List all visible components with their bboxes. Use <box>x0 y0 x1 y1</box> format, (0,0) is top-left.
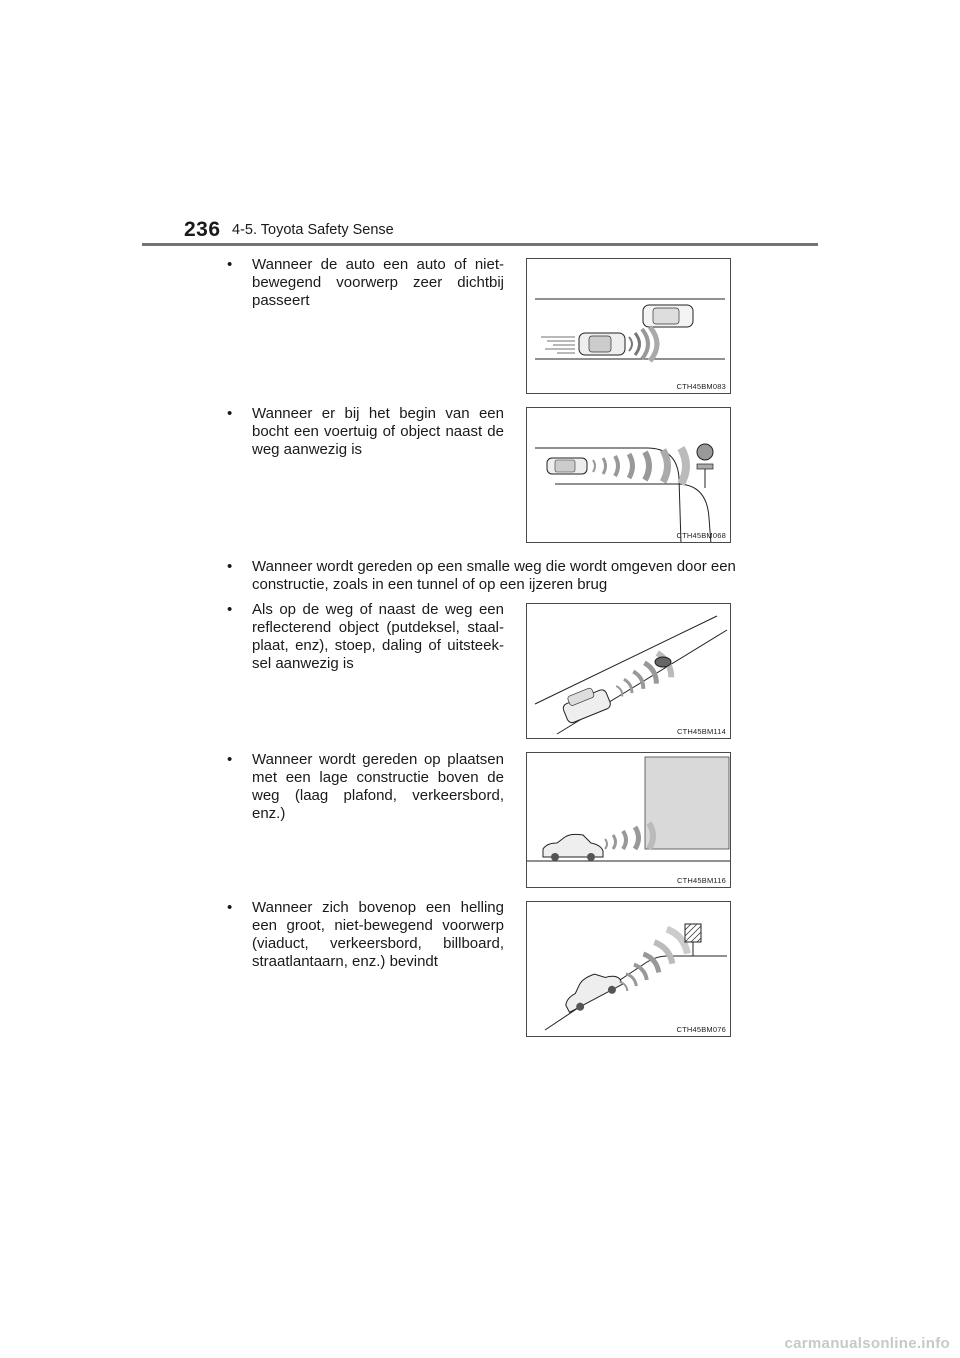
item-text: Wanneer wordt gereden op plaatsen met een lage constructie boven de weg (laag plafond, verkeersbord, enz.) <box>252 751 504 822</box>
item-text: Wanneer wordt gereden op een smalle weg die wordt omgeven door een constructie, zoals in een tunnel of op een ijzeren brug <box>252 558 736 593</box>
figure-low-structure <box>526 752 731 888</box>
figure-code: CTH45BM083 <box>676 382 726 391</box>
illustration-reflective-object <box>527 604 731 739</box>
bullet: • <box>227 601 233 618</box>
item-text: Wanneer de auto een auto of niet- bewegend voorwerp zeer dichtbij passeert <box>252 256 504 309</box>
figure-code: CTH45BM116 <box>677 876 726 885</box>
list-item-hill-object <box>227 899 504 975</box>
bullet: • <box>227 405 233 422</box>
bullet: • <box>227 899 233 916</box>
figure-reflective-object <box>526 603 731 739</box>
section-title: 4-5. Toyota Safety Sense <box>232 222 394 238</box>
item-text: Wanneer er bij het begin van een bocht een voertuig of object naast de weg aanwezig is <box>252 405 504 458</box>
illustration-curve-object <box>527 408 731 543</box>
figure-code: CTH45BM068 <box>676 531 726 540</box>
figure-code: CTH45BM076 <box>676 1025 726 1034</box>
watermark: carmanualsonline.info <box>784 1335 950 1352</box>
illustration-low-structure <box>527 753 731 888</box>
list-item-curve-object <box>227 405 504 465</box>
figure-curve-object <box>526 407 731 543</box>
list-item-close-pass <box>227 256 504 316</box>
list-item-narrow-road <box>227 558 754 598</box>
figure-code: CTH45BM114 <box>677 727 726 736</box>
figure-hill-object <box>526 901 731 1037</box>
header-rule <box>142 243 818 246</box>
list-item-reflective-object <box>227 601 504 677</box>
bullet: • <box>227 751 233 768</box>
bullet: • <box>227 558 233 575</box>
illustration-close-pass <box>527 259 731 394</box>
list-item-low-structure <box>227 751 504 827</box>
item-text: Wanneer zich bovenop een helling een groot, niet-bewegend voorwerp (viaduct, verkeersbord, billboard, straatlantaarn, enz.) bevindt <box>252 899 504 970</box>
bullet: • <box>227 256 233 273</box>
figure-close-pass <box>526 258 731 394</box>
page-number: 236 <box>184 218 221 241</box>
illustration-hill-object <box>527 902 731 1037</box>
item-text: Als op de weg of naast de weg een reflecterend object (putdeksel, staal- plaat, enz), stoep, daling of uitsteek- sel aanwezig is <box>252 601 504 672</box>
